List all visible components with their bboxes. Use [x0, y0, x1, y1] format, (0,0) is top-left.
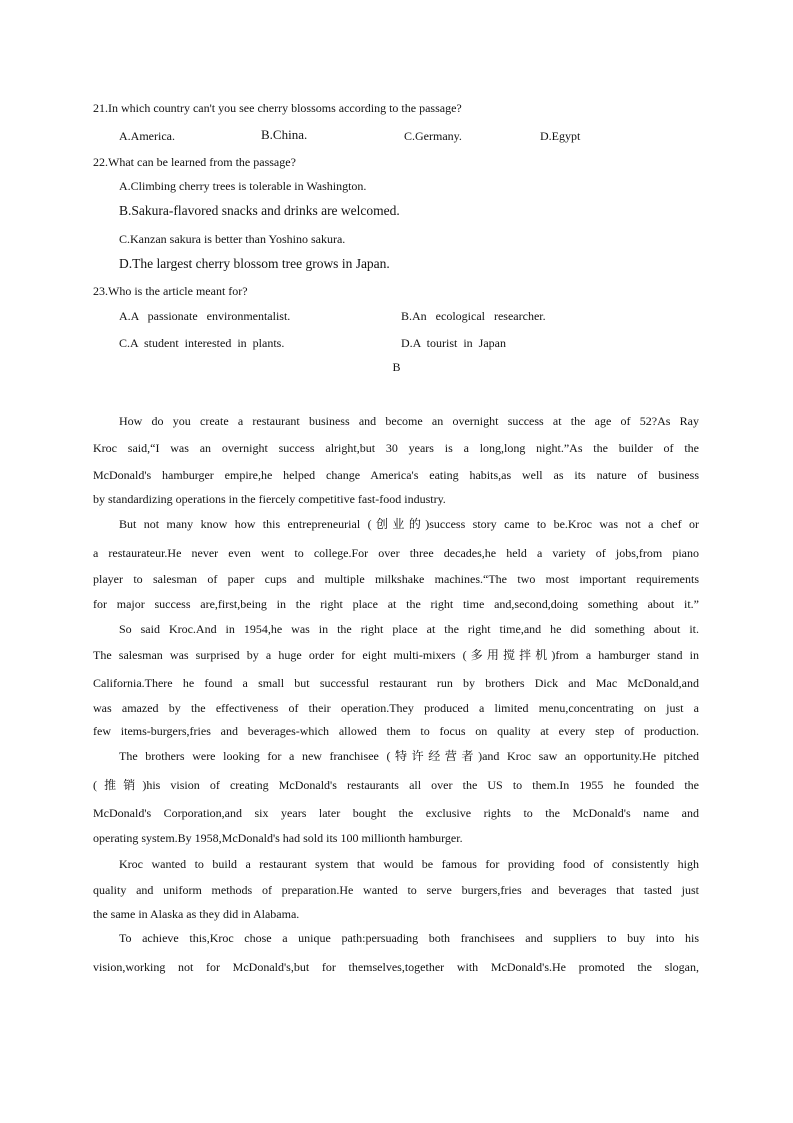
q21-option-c: C.Germany.	[404, 129, 462, 143]
passage-line: The salesman was surprised by a huge order for eight multi-mixers (多用搅拌机)from a hamburger stand in	[93, 648, 699, 662]
passage-line: operating system.By 1958,McDonald's had sold its 100 millionth hamburger.	[93, 831, 463, 845]
passage-line: few items-burgers,fries and beverages-which allowed them to focus on quality at every step of production.	[93, 724, 699, 738]
passage-line: was amazed by the effectiveness of their operation.They produced a limited menu,concentrating on just a	[93, 701, 699, 715]
passage-line: for major success are,first,being in the right place at the right time and,second,doing something about it.”	[93, 597, 699, 611]
passage-line: How do you create a restaurant business and become an overnight success at the age of 52?As Ray	[119, 414, 699, 428]
passage-line: But not many know how this entrepreneurial (创业的)success story came to be.Kroc was not a chef or	[119, 517, 699, 531]
question-22: 22.What can be learned from the passage?	[93, 155, 296, 169]
passage-line: a restaurateur.He never even went to college.For over three decades,he held a variety of jobs,from piano	[93, 546, 699, 560]
passage-line: McDonald's hamburger empire,he helped change America's eating habits,as well as its nature of business	[93, 468, 699, 482]
q21-option-d: D.Egypt	[540, 129, 581, 143]
q22-option-a: A.Climbing cherry trees is tolerable in Washington.	[119, 179, 367, 193]
passage-line: McDonald's Corporation,and six years later bought the exclusive rights to the McDonald's name and	[93, 806, 699, 820]
q21-option-b: B.China.	[261, 127, 308, 142]
q23-option-d: D.A tourist in Japan	[401, 336, 506, 350]
section-b-heading: B	[392, 360, 401, 374]
passage-line: Kroc wanted to build a restaurant system that would be famous for providing food of consistently high	[119, 857, 699, 871]
q21-option-a: A.America.	[119, 129, 175, 143]
passage-line: the same in Alaska as they did in Alabama.	[93, 907, 300, 921]
passage-line: vision,working not for McDonald's,but for themselves,together with McDonald's.He promoted the slogan,	[93, 960, 699, 974]
passage-line: Kroc said,“I was an overnight success alright,but 30 years is a long,long night.”As the builder of the	[93, 441, 699, 455]
q22-option-b: B.Sakura-flavored snacks and drinks are welcomed.	[119, 203, 400, 218]
passage-line: The brothers were looking for a new franchisee (特许经营者)and Kroc saw an opportunity.He pitched	[119, 749, 699, 763]
passage-line: So said Kroc.And in 1954,he was in the right place at the right time,and he did something about it.	[119, 622, 699, 636]
q22-option-d: D.The largest cherry blossom tree grows in Japan.	[119, 256, 390, 271]
q23-option-c: C.A student interested in plants.	[119, 336, 285, 350]
passage-line: by standardizing operations in the fiercely competitive fast-food industry.	[93, 492, 446, 506]
q23-option-a: A.A passionate environmentalist.	[119, 309, 291, 323]
passage-line: California.There he found a small but successful restaurant run by brothers Dick and Mac McDonald,and	[93, 676, 699, 690]
question-23: 23.Who is the article meant for?	[93, 284, 248, 298]
passage-line: (推销)his vision of creating McDonald's restaurants all over the US to them.In 1955 he founded the	[93, 778, 699, 792]
passage-line: quality and uniform methods of preparation.He wanted to serve burgers,fries and beverages that tasted just	[93, 883, 699, 897]
q23-option-b: B.An ecological researcher.	[401, 309, 546, 323]
passage-line: player to salesman of paper cups and multiple milkshake machines.“The two most important requirements	[93, 572, 699, 586]
question-21: 21.In which country can't you see cherry blossoms according to the passage?	[93, 101, 462, 115]
q22-option-c: C.Kanzan sakura is better than Yoshino sakura.	[119, 232, 346, 246]
passage-line: To achieve this,Kroc chose a unique path:persuading both franchisees and suppliers to buy into his	[119, 931, 699, 945]
